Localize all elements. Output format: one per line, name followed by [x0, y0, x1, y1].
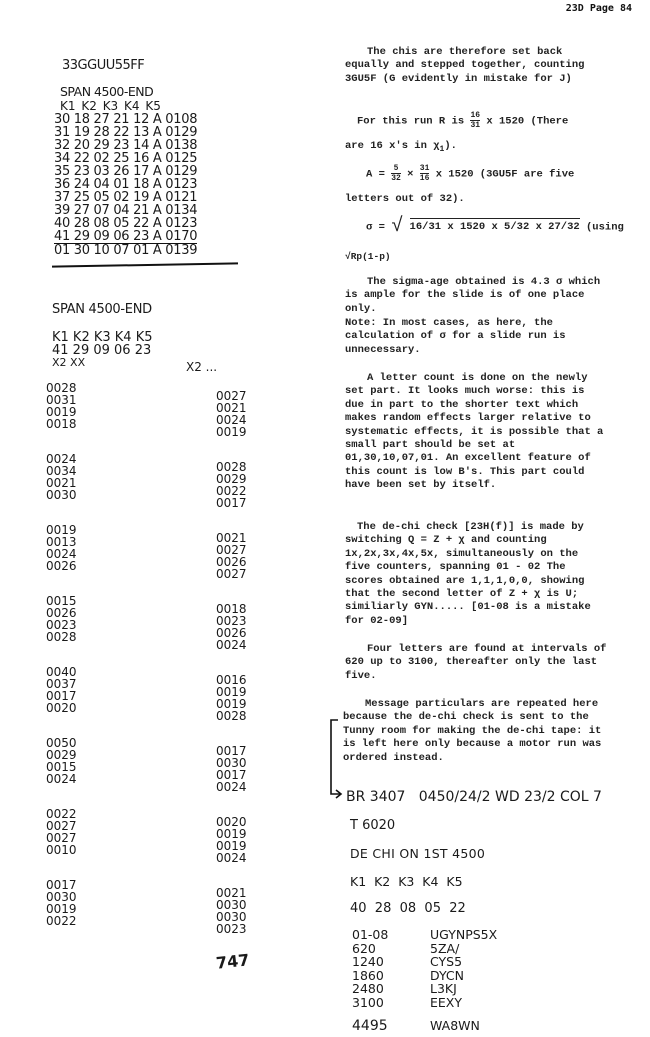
fraction-denominator: 31 [470, 121, 481, 130]
table-row-struck: 01 30 10 07 01 A 0139 [54, 243, 198, 258]
list-item [352, 982, 497, 996]
count-value: 0021 [216, 886, 247, 900]
list-item [352, 942, 497, 956]
count-group [216, 887, 247, 958]
count-group [46, 737, 77, 808]
count-value: 0030 [46, 890, 77, 904]
count-value: 0019 [216, 839, 247, 853]
count-group [216, 674, 247, 745]
count-value: 0030 [216, 756, 247, 770]
count-value: 0022 [46, 807, 77, 821]
count-value: 0021 [216, 401, 247, 415]
count-value: 0026 [216, 555, 247, 569]
a-formula [366, 164, 574, 183]
table-row: 40 28 08 05 22 A 0123 [54, 216, 198, 231]
count-value: 0034 [46, 464, 77, 478]
table-row: 31 19 28 22 13 A 0129 [54, 125, 198, 140]
sqrt-icon: √ [391, 215, 404, 238]
span2-labels: X2 XX [52, 356, 86, 369]
sigma-rp: √Rp(1-p) [345, 251, 391, 262]
t-line: T 6020 [350, 818, 396, 833]
sigma-formula [366, 215, 624, 238]
count-value: 0031 [46, 393, 77, 407]
x2-label: X2 ... [186, 360, 218, 374]
a-continuation: letters out of 32). [345, 193, 465, 205]
position: 01-08 [352, 927, 389, 942]
count-group [216, 532, 247, 603]
count-value: 0030 [46, 488, 77, 502]
count-group [46, 595, 77, 666]
count-value: 0026 [216, 626, 247, 640]
span2-title: SPAN 4500-END [52, 302, 152, 317]
count-value: 0027 [46, 819, 77, 833]
count-value: 0029 [216, 472, 247, 486]
header-k3: K3 [102, 99, 119, 113]
para-letter-count: A letter count is done on the newly set part. It looks much worse: this is due in part to the shorter text which makes random effects larger relative to systematic effects, it is possible that a small part should be set at 01,30,10,07,01. An excellent feature of this count is low B's. This part could have been set by itself. [345, 372, 604, 492]
para-dechi-check: The de-chi check [23H(f)] is made by switching Q = Z + χ and counting 1x,2x,3x,4x,5x, simultaneously on the five counters, spanning 01 - 02 The scores obtained are 1,1,1,0,0, showing that the second letter of Z + χ is U; similiarly GYN..... [01-08 is a mistake for 02-09] [345, 521, 591, 627]
fraction-numerator: 16 [470, 111, 481, 120]
span2-values: 41 29 09 06 23 [52, 343, 152, 358]
count-value: 0024 [46, 452, 77, 466]
list-item [352, 955, 497, 969]
count-value: 0017 [216, 496, 247, 510]
table-row: 39 27 07 04 21 A 0134 [54, 203, 198, 218]
count-value: 0019 [46, 405, 77, 419]
multiply-sign: × [407, 168, 414, 181]
count-value: 0024 [46, 547, 77, 561]
fraction-31-16 [420, 164, 430, 183]
sigma-expression: 16/31 x 1520 x 5/32 x 27/32 [410, 218, 580, 233]
count-value: 0017 [216, 744, 247, 758]
list-item [352, 1019, 497, 1034]
letters: EEXY [430, 994, 462, 1010]
letters: DYCN [430, 967, 464, 983]
dechi-line: DE CHI ON 1ST 4500 [350, 846, 486, 861]
table-row: 32 20 29 23 14 A 0138 [54, 138, 198, 153]
count-value: 0029 [46, 748, 77, 762]
position: 4495 [352, 1018, 388, 1034]
count-group [216, 390, 247, 461]
count-value: 0015 [46, 594, 77, 608]
count-value: 0023 [46, 618, 77, 632]
count-value: 0019 [216, 697, 247, 711]
count-value: 0010 [46, 843, 77, 857]
para-chis-set-back: The chis are therefore set back equally and stepped together, counting 3GU5F (G evidently in mistake for J) [345, 46, 585, 85]
count-value: 0015 [46, 760, 77, 774]
header-k5: K5 [145, 99, 161, 113]
run-r-continuation [345, 140, 457, 157]
span1-table [54, 113, 197, 257]
count-value: 0027 [216, 567, 247, 581]
list-item [352, 928, 497, 942]
k-values: 40 28 08 05 22 [350, 901, 466, 916]
para-message-particulars: Message particulars are repeated here because the de-chi check is sent to the Tunny room for making the de-chi tape: it is left here only because a motor run was ordered instead. [343, 698, 602, 764]
run-tag: 33GGUU55FF [62, 58, 145, 73]
count-value: 0019 [216, 827, 247, 841]
count-value: 0017 [46, 878, 77, 892]
count-value: 0026 [46, 559, 77, 573]
k-headers: K1 K2 K3 K4 K5 [350, 874, 463, 889]
count-value: 0023 [216, 614, 247, 628]
count-value: 0022 [216, 484, 247, 498]
a-rhs: x 1520 (3GU5F are five [435, 168, 575, 181]
count-group [216, 603, 247, 674]
count-group [46, 879, 77, 950]
count-group [46, 453, 77, 524]
count-value: 0024 [46, 772, 77, 786]
header-k1: K1 [60, 99, 76, 113]
list-item [352, 996, 497, 1010]
sigma-lhs: σ = [366, 221, 385, 234]
table-row: 35 23 03 26 17 A 0129 [54, 164, 198, 179]
table-row: 41 29 09 06 23 A 0170 [54, 229, 198, 244]
letters: WA8WN [430, 1018, 480, 1033]
count-column-b [216, 390, 247, 958]
page-mark: 747 [215, 950, 251, 973]
count-value: 0013 [46, 535, 77, 549]
count-group [46, 382, 77, 453]
letters: CYS5 [430, 954, 463, 969]
count-value: 0019 [216, 425, 247, 439]
count-value: 0040 [46, 665, 77, 679]
fraction-denominator: 16 [419, 174, 430, 183]
span2-headers: K1 K2 K3 K4 K5 [52, 330, 153, 345]
para-sigma-age: The sigma-age obtained is 4.3 σ which is ample for the slide is of one place only. [345, 276, 601, 315]
count-value: 0027 [216, 543, 247, 557]
fraction-16-31 [470, 111, 480, 130]
list-item [352, 969, 497, 983]
fraction-numerator: 5 [391, 164, 401, 174]
a-lhs: A = [366, 168, 385, 181]
count-value: 0021 [46, 476, 77, 490]
table-row: 34 22 02 25 16 A 0125 [54, 151, 198, 166]
table-row: 30 18 27 21 12 A 0108 [54, 112, 198, 127]
letters: 5ZA/ [430, 940, 460, 956]
strikethrough-line [52, 262, 238, 267]
count-value: 0024 [216, 638, 247, 652]
position: 1240 [352, 954, 384, 969]
count-value: 0019 [46, 902, 77, 916]
count-value: 0050 [46, 736, 77, 750]
count-value: 0024 [216, 780, 247, 794]
position: 2480 [352, 981, 384, 996]
count-value: 0024 [216, 413, 247, 427]
run-r-cont-text: are 16 x's in χ [345, 140, 440, 152]
span1-headers [60, 99, 161, 113]
count-value: 0018 [216, 602, 247, 616]
count-value: 0028 [46, 630, 77, 644]
header-k4: K4 [124, 99, 140, 113]
count-value: 0022 [46, 914, 77, 928]
count-value: 0018 [46, 417, 77, 431]
count-value: 0026 [46, 606, 77, 620]
letters: L3KJ [430, 981, 457, 996]
count-group [46, 666, 77, 737]
count-column-a [46, 382, 77, 950]
count-value: 0020 [46, 701, 77, 715]
count-group [46, 808, 77, 879]
count-value: 0030 [216, 898, 247, 912]
count-value: 0028 [216, 709, 247, 723]
count-value: 0030 [216, 910, 247, 924]
header-k2: K2 [81, 99, 97, 113]
count-group [216, 816, 247, 887]
run-r-formula [357, 111, 568, 130]
count-value: 0037 [46, 677, 77, 691]
count-value: 0017 [216, 768, 247, 782]
count-value: 0027 [216, 389, 247, 403]
br-line: BR 3407 0450/24/2 WD 23/2 COL 7 [346, 789, 602, 805]
count-value: 0028 [46, 381, 77, 395]
positions-list [352, 928, 497, 1034]
count-value: 0021 [216, 531, 247, 545]
run-r-text-end: x 1520 (There [486, 115, 569, 128]
letters: UGYNPS5X [430, 927, 498, 942]
table-row: 37 25 05 02 19 A 0121 [54, 190, 198, 205]
count-group [216, 745, 247, 816]
para-four-letters: Four letters are found at intervals of 620 up to 3100, thereafter only the last five. [345, 643, 607, 682]
fraction-5-32 [391, 164, 401, 183]
fraction-numerator: 31 [419, 164, 430, 173]
count-value: 0023 [216, 922, 247, 936]
count-value: 0017 [46, 689, 77, 703]
count-value: 0020 [216, 815, 247, 829]
count-value: 0028 [216, 460, 247, 474]
count-value: 0016 [216, 673, 247, 687]
count-value: 0024 [216, 851, 247, 865]
count-value: 0019 [46, 523, 77, 537]
page-header: 23D Page 84 [565, 3, 632, 14]
note-calculation: Note: In most cases, as here, the calculation of σ for a slide run is unnecessary. [345, 317, 566, 356]
sigma-using: (using [586, 221, 624, 234]
run-r-cont-end: ). [444, 140, 457, 152]
fraction-denominator: 32 [391, 174, 401, 183]
position: 620 [352, 940, 376, 956]
position: 3100 [352, 994, 384, 1010]
chi-subscript: 1 [439, 145, 445, 155]
count-group [216, 461, 247, 532]
count-value: 0019 [216, 685, 247, 699]
position: 1860 [352, 967, 384, 983]
span1-title: SPAN 4500-END [60, 84, 154, 99]
count-value: 0027 [46, 831, 77, 845]
run-r-text: For this run R is [357, 115, 465, 128]
table-row: 36 24 04 01 18 A 0123 [54, 177, 198, 192]
count-group [46, 524, 77, 595]
